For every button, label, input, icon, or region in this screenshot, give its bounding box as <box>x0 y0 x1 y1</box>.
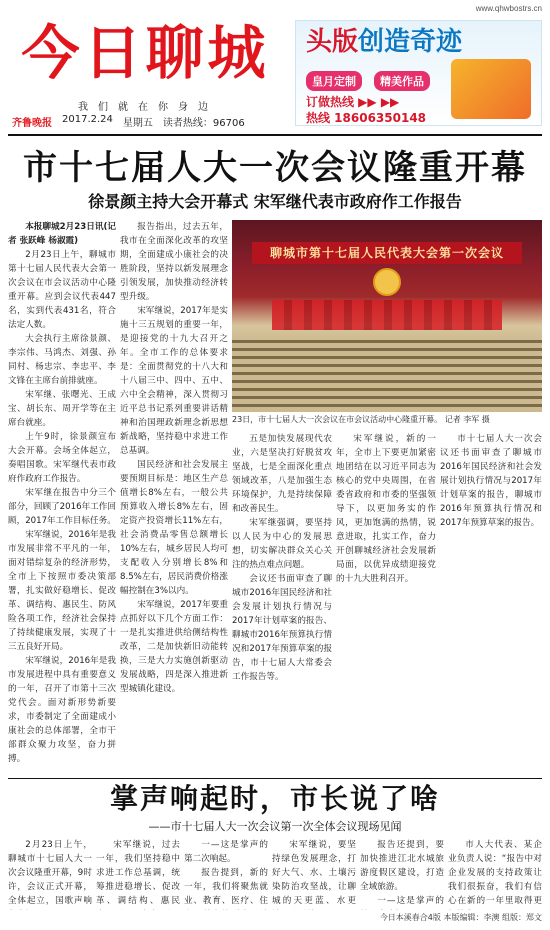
motto: 我们就在你身边 <box>78 102 218 113</box>
story1-col1-p: 上午9时，徐景颜宣布大会开幕。会场全体起立，奏唱国歌。宋军继代表市政府作政府工作报告。 <box>8 432 116 484</box>
story1-col1-p: 宋军继说，2016年是我市发展进程中具有重要意义的一年，召开了市第十三次党代会。面对新形势新要求，市委制定了全面建成小康社会的总体部署，全市干部群众聚力攻坚，奋力拼搏。 <box>8 656 116 764</box>
story1-col1-p: 宋军继在报告中分三个部分，回顾了2016年工作回顾，2017年工作目标任务。 <box>8 488 116 526</box>
ad-title <box>306 29 462 55</box>
story1-col2-p: 宋军继说，2017年是实施十三五规划的重要一年，是迎接党的十九大召开之年。全市工作的总体要求是：全面贯彻党的十八大和十八届三中、四中、五中、六中全会精神，深入贯彻习近平总书记系列重要讲话精神和治国理政新理念新思想新战略，坚持稳中求进工作总基调。 <box>120 306 228 456</box>
story2-col1-p: 2月23日上午，聊城市十七届人大一次会议隆重开幕，9时许，会议正式开幕，全体起立，国歌声响 <box>8 840 92 906</box>
story1-byline: 本报聊城2月23日讯(记者 张跃峰 杨淑霞) <box>8 222 116 246</box>
story2-column-6 <box>448 838 542 910</box>
story2-col3-p: 报告提到，新的一年，我们将聚焦就业、教育、医疗、住 <box>184 868 268 906</box>
audience-rows <box>232 340 542 412</box>
story2-headline: 掌声响起时，市长说了啥 <box>109 782 440 815</box>
story2-column-5 <box>360 838 444 910</box>
story1-headline: 市十七届人大一次会议隆重开幕 <box>23 148 527 188</box>
story2-col2-p: 宋军继说，过去一年，我们坚持稳中求进工作总基调，统筹推进稳增长、促改革、调结构、惠民 <box>96 840 180 906</box>
ad-tag-1: 皇月定制 <box>306 71 362 91</box>
ad-slogan: 订做热线 ▶▶ ▶▶ <box>306 95 400 109</box>
story2-col5-p: 一—这是掌声的 <box>377 896 444 906</box>
story1-col3-p: 五是加快发展现代农业，六是坚决打好脱贫攻坚战，七是全面深化重点领域改革，八是加强生态环境保护，九是持续保障和改善民生。 <box>232 434 332 514</box>
page-footer: 今日本溪春合4版 本版编辑：李澳 组版：郑文 <box>379 913 542 922</box>
story1-col2-p: 报告指出，过去五年，我市在全面深化改革的攻坚期，全面建成小康社会的决胜阶段，坚持以新发展理念引领发展，加快推动经济转型升级。 <box>120 222 228 302</box>
ad-title-blue: 创造奇迹 <box>358 27 463 57</box>
advertisement[interactable] <box>295 20 542 126</box>
masthead <box>8 14 542 130</box>
masthead-divider <box>8 134 542 136</box>
ad-artwork <box>451 59 531 119</box>
reader-hotline: 读者热线：96706 <box>162 118 245 129</box>
story1-column-3 <box>232 432 332 776</box>
story1-deck: 徐景颜主持大会开幕式 宋军继代表市政府作工作报告 <box>88 192 462 211</box>
story1-col1-p: 大会执行主席徐景颜、李宗伟、马鸿杰、刘强、孙同村、杨忠宗、李忠平、李文锋在主席台前排就座。 <box>8 334 116 386</box>
story1-col4-p: 宋军继说，新的一年，全市上下要更加紧密地团结在以习近平同志为核心的党中央周围，在省委省政府和市委的坚强领导下，以更加务实的作风，更加饱满的热情，锐意进取，扎实工作，奋力开创聊城经济社会发展新局面，以优异成绩迎接党的十九大胜利召开。 <box>336 434 436 584</box>
story2-column-3 <box>184 838 268 910</box>
ad-tag-2: 精美作品 <box>374 71 430 91</box>
story2-col4-p: 宋军继说，要坚持绿色发展理念，打好大气、水、土壤污染防治攻坚战，让聊城的天更蓝、水更 <box>272 840 356 906</box>
section-divider <box>8 778 542 779</box>
story1-column-1 <box>8 220 116 776</box>
ad-title-red: 头版 <box>306 27 359 57</box>
national-emblem-icon <box>373 268 401 296</box>
story1-column-5 <box>440 432 542 776</box>
story2-col3-p: 一—这是掌声的第二次响起。 <box>184 840 268 864</box>
story1-col1-p: 2月23日上午，聊城市第十七届人民代表大会第一次会议在市会议活动中心隆重开幕。应到会议代表447名，实到代表431名，符合法定人数。 <box>8 250 116 330</box>
issue-line <box>12 114 245 129</box>
story2-col5-p: 报告还提到，要加快推进江北水城旅游度假区建设，打造全域旅游。 <box>360 840 444 892</box>
story1-column-4 <box>336 432 436 776</box>
story1-col1-p: 宋军继说，2016年是我市发展非常不平凡的一年，面对错综复杂的经济形势，全市上下按照市委决策部署，扎实做好稳增长、促改革、调结构、惠民生、防风险各项工作，经济社会保持了持续健康发展，实现了十三五良好开局。 <box>8 530 116 652</box>
issue-date: 2017.2.24 <box>62 114 113 125</box>
site-url: www.qhwbostrs.cn <box>475 4 542 13</box>
story1-col3-p: 会议还书面审查了聊城市2016年国民经济和社会发展计划执行情况与2017年计划草案的报告、聊城市2016年预算执行情况和2017年预算草案的报告，市十七届人大常委会工作报告等。 <box>232 574 332 682</box>
flag-row <box>272 300 502 330</box>
issue-weekday: 星期五 <box>122 118 153 129</box>
story1-column-2 <box>120 220 228 776</box>
photo-banner: 聊城市第十七届人民代表大会第一次会议 <box>252 242 522 264</box>
story1-col2-p: 国民经济和社会发展主要预期目标是：地区生产总值增长8%左右，一般公共预算收入增长8%左右，固定资产投资增长11%左右，社会消费品零售总额增长10%左右，城乡居民人均可支配收入分别增长8%和8.5%左右，居民消费价格涨幅控制在3%以内。 <box>120 460 228 596</box>
story1-photo[interactable] <box>232 220 542 412</box>
story2-column-1 <box>8 838 92 910</box>
brand-name: 齐鲁晚报 <box>12 118 52 129</box>
story1-col1-p: 宋军继、张曙光、王成宝、胡长东、周开学等在主席台就座。 <box>8 390 116 428</box>
story1-col4-p: 市十七届人大一次会议还书面审查了聊城市2016年国民经济和社会发展计划执行情况与2017年计划草案的报告，聊城市2016年预算执行情况和2017年预算草案的报告。 <box>440 434 542 528</box>
story2-col6-p: 市人大代表、某企业负责人说：“报告中对企业发展的支持政策让我们很振奋，我们有信心在新的一年里取得更 <box>448 840 542 906</box>
story1-col3-p: 宋军继强调，要坚持以人民为中心的发展思想，切实解决群众关心关注的热点难点问题。 <box>232 518 332 570</box>
paper-logo: 今日聊城 <box>21 19 270 87</box>
story1-col2-p: 宋军继说，2017年要重点抓好以下几个方面工作：一是扎实推进供给侧结构性改革，二是加快新旧动能转换，三是大力实施创新驱动发展战略，四是深入推进新型城镇化建设。 <box>120 600 228 694</box>
photo-caption: 23日，市十七届人大一次会议在市会议活动中心隆重开幕。 记者 李军 摄 <box>232 415 490 424</box>
story2-column-2 <box>96 838 180 910</box>
story2-column-4 <box>272 838 356 910</box>
story2-deck: ——市十七届人大一次会议第一次全体会议现场见闻 <box>148 820 402 833</box>
ad-phone: 热线 18606350148 <box>306 111 427 125</box>
